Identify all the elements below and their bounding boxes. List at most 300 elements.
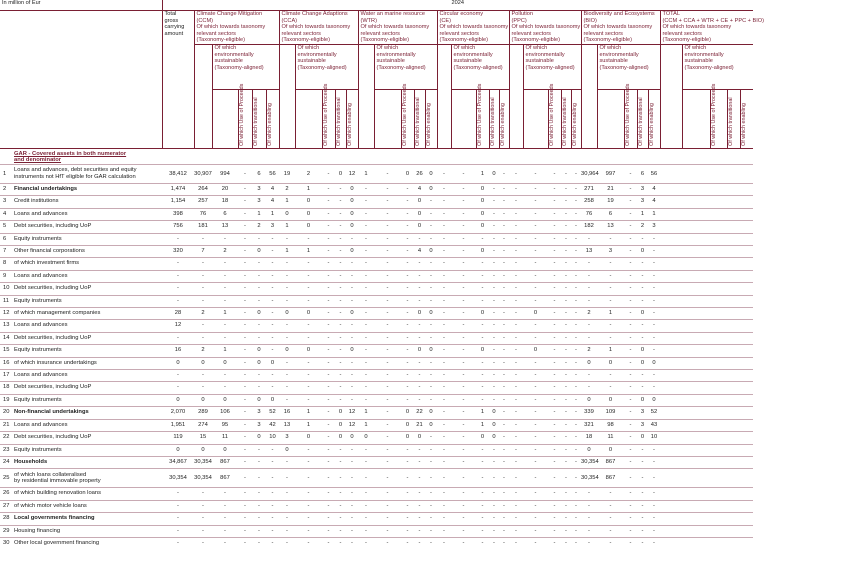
group-name: Circular economy [439, 11, 484, 17]
row-value: - [553, 223, 556, 230]
row-value: - [406, 515, 409, 522]
row-value: - [575, 235, 577, 242]
row-value: 3 [270, 223, 275, 230]
row-value: - [503, 260, 505, 267]
table-row [0, 469, 753, 488]
aligned-line: (Taxonomy-aligned) [297, 64, 347, 71]
row-value: - [307, 384, 310, 391]
table-row [0, 208, 753, 220]
row-value: - [653, 272, 655, 279]
row-value: - [629, 372, 632, 379]
row-value: - [443, 310, 445, 317]
row-value: - [575, 539, 577, 546]
row-value: - [462, 409, 465, 416]
row-value: - [462, 515, 465, 522]
row-value: - [271, 502, 274, 509]
row-value: - [609, 334, 612, 341]
row-value: - [493, 539, 495, 546]
row-value: - [224, 490, 226, 497]
row-value: - [575, 334, 577, 341]
row-value: - [493, 235, 495, 242]
row-value: - [339, 515, 342, 522]
subcol-enabling [346, 89, 358, 148]
row-value: 867 [605, 458, 616, 465]
row-value: - [629, 502, 632, 509]
row-value: - [575, 322, 577, 329]
row-value: 4 [417, 248, 422, 254]
row-value: 2 [587, 310, 591, 317]
row-value: - [534, 372, 537, 379]
row-value: - [553, 539, 556, 546]
table-row [0, 432, 753, 444]
row-value: - [493, 310, 495, 317]
row-value: - [307, 446, 310, 453]
row-value: - [653, 372, 655, 379]
row-value: - [565, 248, 567, 254]
row-value: - [515, 396, 517, 403]
row-value: - [493, 502, 495, 509]
row-value: - [565, 334, 567, 341]
aligned-header-5 [597, 44, 660, 89]
subcol-enabling [740, 89, 753, 148]
row-value: - [515, 434, 517, 441]
row-value: - [553, 396, 556, 403]
row-value: 2 [587, 347, 591, 354]
row-value: - [609, 322, 612, 329]
row-value: - [534, 359, 537, 366]
row-value: 0 [350, 223, 354, 230]
row-value: 13 [585, 248, 593, 254]
row-value: - [588, 490, 590, 497]
row-value: - [351, 539, 353, 546]
row-value: - [553, 490, 556, 497]
row-value: 0 [350, 347, 354, 354]
row-label [12, 246, 162, 258]
row-value: - [430, 372, 432, 379]
row-value: - [224, 322, 226, 329]
row-number: 3 [3, 198, 7, 205]
row-value: - [493, 260, 495, 267]
row-value: - [493, 396, 495, 403]
row-value: 30,354 [581, 475, 599, 482]
row-value: - [515, 310, 517, 317]
group-name: Water an marine resource [360, 11, 425, 17]
row-value: - [339, 272, 342, 279]
aligned-line: (Taxonomy-aligned) [214, 64, 264, 71]
row-value: - [462, 347, 465, 354]
row-value: 0 [480, 248, 485, 254]
table-row [0, 164, 753, 183]
row-value: - [653, 539, 655, 546]
subcol-transitional [637, 89, 648, 148]
row-value: - [534, 458, 537, 465]
row-value: - [503, 458, 505, 465]
subcol-text: Of which enabling [648, 103, 655, 146]
row-number: 12 [3, 310, 10, 317]
eligible-line: (Taxonomy-eligible) [511, 37, 560, 44]
row-value: - [307, 372, 310, 379]
eligible-line: relevant sectors [360, 30, 400, 37]
row-value: 0 [338, 170, 343, 177]
row-value: - [629, 310, 632, 317]
row-value: - [553, 372, 556, 379]
row-value: - [307, 285, 310, 292]
row-value: 0 [306, 347, 311, 354]
row-value: 0 [492, 434, 496, 441]
row-value: - [503, 210, 505, 217]
row-value: - [244, 223, 246, 230]
row-value: - [481, 475, 484, 482]
row-value: - [503, 490, 505, 497]
row-label [12, 345, 162, 357]
row-value: 0 [201, 446, 205, 453]
row-value: - [481, 359, 484, 366]
row-value: 0 [306, 223, 311, 230]
row-value: - [553, 446, 556, 453]
row-value: - [271, 539, 274, 546]
row-label-line: Debt securities, including UoP [14, 285, 92, 292]
row-value: - [493, 322, 495, 329]
row-number: 25 [3, 475, 10, 482]
row-value: 98 [607, 421, 614, 428]
row-value: 0 [417, 223, 422, 230]
row-value: - [244, 475, 246, 482]
row-value: - [503, 198, 505, 205]
row-value: 52 [650, 409, 658, 416]
row-value: - [365, 235, 367, 242]
row-value: 1 [285, 223, 289, 230]
row-value: - [443, 248, 445, 254]
row-value: - [493, 490, 495, 497]
subcol-enabling [571, 89, 581, 148]
row-value: - [629, 539, 632, 546]
row-value: - [534, 322, 537, 329]
row-value: - [462, 310, 465, 317]
row-value: - [481, 539, 484, 546]
table-body [0, 164, 753, 549]
subcol-text: Of which transitional [252, 97, 259, 146]
row-number: 30 [3, 539, 10, 546]
row-value: 0 [338, 409, 343, 416]
row-value: - [575, 223, 577, 230]
row-value: - [641, 272, 644, 279]
row-value: - [386, 446, 389, 453]
row-value: - [307, 539, 310, 546]
row-value: - [386, 248, 389, 254]
row-label [12, 525, 162, 537]
row-value: - [177, 527, 179, 534]
table-row [0, 233, 753, 245]
row-value: - [493, 285, 495, 292]
row-value: - [386, 458, 389, 465]
row-label-line: by residential immovable property [14, 478, 101, 485]
row-value: - [202, 235, 204, 242]
row-number: 10 [3, 285, 10, 292]
row-value: - [629, 185, 632, 192]
row-value: - [430, 359, 432, 366]
row-value: 271 [584, 185, 594, 192]
row-value: - [575, 396, 577, 403]
row-value: - [418, 260, 421, 267]
row-value: - [386, 372, 389, 379]
row-value: 16 [283, 409, 291, 416]
row-value: 2,070 [170, 409, 186, 416]
row-value: - [258, 515, 260, 522]
aligned-line: sustainable [214, 58, 243, 65]
row-value: - [365, 185, 367, 192]
row-value: - [327, 210, 330, 217]
row-value: - [351, 475, 353, 482]
row-value: - [351, 260, 353, 267]
group-abbr: (WTR) [360, 17, 377, 24]
row-value: 1 [640, 210, 645, 217]
row-value: 0 [587, 359, 591, 366]
row-value: - [515, 297, 517, 304]
row-value: - [307, 359, 310, 366]
row-value: - [430, 490, 432, 497]
row-value: - [202, 285, 204, 292]
row-value: - [629, 409, 632, 416]
row-value: - [418, 322, 421, 329]
eligible-line: (Taxonomy-eligible) [583, 37, 632, 44]
row-value: - [534, 260, 537, 267]
gar-title [0, 148, 162, 164]
eligible-spacer [581, 44, 597, 148]
aligned-spacer [523, 89, 548, 148]
aligned-header-3 [451, 44, 509, 89]
row-value: 15 [199, 434, 207, 441]
row-number: 11 [3, 297, 10, 304]
row-value: - [365, 446, 367, 453]
row-value: - [286, 502, 288, 509]
row-value: - [629, 297, 632, 304]
row-value: - [588, 260, 590, 267]
row-value: - [339, 396, 342, 403]
group-name: Climate Change Adaptions [281, 11, 348, 17]
eligible-line: Of which towards taxonomy [583, 24, 653, 31]
row-value: - [503, 297, 505, 304]
group-name: Pollution [511, 11, 533, 17]
row-value: - [515, 334, 517, 341]
row-value: - [365, 458, 367, 465]
row-value: - [641, 490, 644, 497]
row-value: - [629, 434, 632, 441]
row-value: 0 [285, 446, 289, 453]
row-value: - [386, 235, 389, 242]
table-row [0, 407, 753, 419]
row-value: 0 [257, 434, 261, 441]
subcol-transitional [727, 89, 740, 148]
row-label [12, 164, 162, 183]
row-label [12, 488, 162, 500]
row-value: - [565, 446, 567, 453]
row-value: 3 [285, 434, 289, 441]
row-value: - [653, 347, 655, 354]
row-value: - [418, 297, 421, 304]
row-value: - [327, 185, 330, 192]
row-value: - [286, 490, 288, 497]
row-value: 2 [201, 347, 205, 354]
row-value: - [609, 490, 612, 497]
row-value: - [258, 384, 260, 391]
row-value: - [365, 515, 367, 522]
row-label-line: Loans and advances [14, 272, 68, 279]
row-value: - [493, 185, 495, 192]
row-value: - [462, 384, 465, 391]
row-value: - [339, 248, 342, 254]
row-value: - [534, 248, 537, 254]
gar-title-line: GAR - Covered assets in both numerator [14, 150, 127, 157]
row-value: - [258, 490, 260, 497]
row-value: 2 [223, 248, 227, 254]
group-header-2 [358, 11, 437, 45]
row-value: 7 [201, 248, 205, 254]
row-number: 28 [3, 515, 10, 522]
row-value: - [534, 297, 537, 304]
row-value: 95 [221, 421, 229, 428]
row-value: - [515, 446, 517, 453]
row-number: 7 [3, 248, 7, 254]
row-value: - [515, 170, 517, 177]
row-value: - [430, 223, 432, 230]
aligned-spacer [295, 89, 322, 148]
row-value: - [493, 446, 495, 453]
row-value: - [418, 458, 421, 465]
row-value: - [430, 334, 432, 341]
row-value: - [406, 475, 409, 482]
row-value: - [588, 285, 590, 292]
row-value: - [534, 490, 537, 497]
row-value: - [575, 475, 577, 482]
row-value: - [481, 396, 484, 403]
row-value: - [534, 421, 537, 428]
row-value: 264 [198, 185, 208, 192]
row-value: - [406, 248, 409, 254]
row-value: - [481, 527, 484, 534]
row-value: 0 [350, 198, 354, 205]
row-number: 8 [3, 260, 7, 267]
row-value: - [177, 515, 179, 522]
row-value: 0 [480, 185, 485, 192]
row-value: - [386, 384, 389, 391]
row-value: - [244, 272, 246, 279]
row-value: - [244, 235, 246, 242]
row-value: - [327, 285, 330, 292]
row-value: - [641, 458, 644, 465]
row-value: 1 [306, 409, 311, 416]
row-value: - [575, 347, 577, 354]
row-value: - [565, 170, 567, 177]
row-value: - [575, 515, 577, 522]
row-value: 867 [605, 475, 616, 482]
row-value: - [481, 235, 484, 242]
aligned-line: Of which [297, 44, 320, 51]
row-value: - [244, 421, 246, 428]
row-value: 0 [201, 396, 205, 403]
row-value: - [565, 396, 567, 403]
row-value: - [515, 322, 517, 329]
row-value: - [443, 527, 445, 534]
aligned-line: environmentally [599, 51, 639, 58]
row-value: - [386, 198, 389, 205]
row-value: - [565, 434, 567, 441]
row-value: - [503, 248, 505, 254]
row-value: - [443, 421, 445, 428]
row-value: - [244, 384, 246, 391]
row-label [12, 320, 162, 332]
table-row [0, 295, 753, 307]
row-value: - [641, 322, 644, 329]
row-value: - [481, 272, 484, 279]
row-value: - [430, 515, 432, 522]
row-value: - [271, 248, 274, 254]
subcol-text: Of which transitional [637, 97, 644, 146]
row-value: - [443, 502, 445, 509]
aligned-line: environmentally [376, 51, 416, 58]
row-number: 17 [3, 372, 10, 379]
row-number: 23 [3, 446, 10, 453]
row-value: - [286, 539, 288, 546]
row-value: - [609, 297, 612, 304]
aligned-line: environmentally [525, 51, 565, 58]
row-label [12, 456, 162, 468]
row-value: - [653, 515, 655, 522]
row-value: - [286, 384, 288, 391]
row-value: - [443, 285, 445, 292]
row-value: - [244, 322, 246, 329]
row-value: - [462, 475, 465, 482]
row-value: - [386, 396, 389, 403]
row-value: 0 [417, 434, 422, 441]
row-value: - [493, 334, 495, 341]
row-value: - [327, 235, 330, 242]
row-value: - [258, 527, 260, 534]
row-value: - [339, 446, 342, 453]
row-value: - [588, 527, 590, 534]
row-label [12, 394, 162, 406]
row-value: - [286, 396, 288, 403]
row-value: - [406, 210, 409, 217]
row-value: - [386, 322, 389, 329]
row-value: 0 [429, 409, 433, 416]
row-value: - [534, 210, 537, 217]
row-value: 1 [223, 310, 227, 317]
row-value: 339 [584, 409, 594, 416]
subcol-text: Of which Use of Proceeds [401, 83, 408, 146]
row-value: - [565, 515, 567, 522]
row-value: - [565, 384, 567, 391]
row-value: - [430, 458, 432, 465]
table-row [0, 345, 753, 357]
row-value: - [443, 235, 445, 242]
row-value: - [351, 322, 353, 329]
row-label [12, 432, 162, 444]
row-value: - [481, 334, 484, 341]
row-value: - [462, 260, 465, 267]
row-label-line: Loans and advances [14, 322, 68, 329]
row-value: - [177, 384, 179, 391]
gar-title-row [0, 148, 753, 164]
row-value: - [443, 198, 445, 205]
row-value: - [493, 198, 495, 205]
row-value: - [629, 347, 632, 354]
row-value: - [244, 539, 246, 546]
row-value: 1 [480, 170, 485, 177]
row-label [12, 419, 162, 431]
subcol-use-of-proceeds [476, 83, 489, 148]
row-value: - [202, 502, 204, 509]
row-value: 0 [480, 310, 485, 317]
